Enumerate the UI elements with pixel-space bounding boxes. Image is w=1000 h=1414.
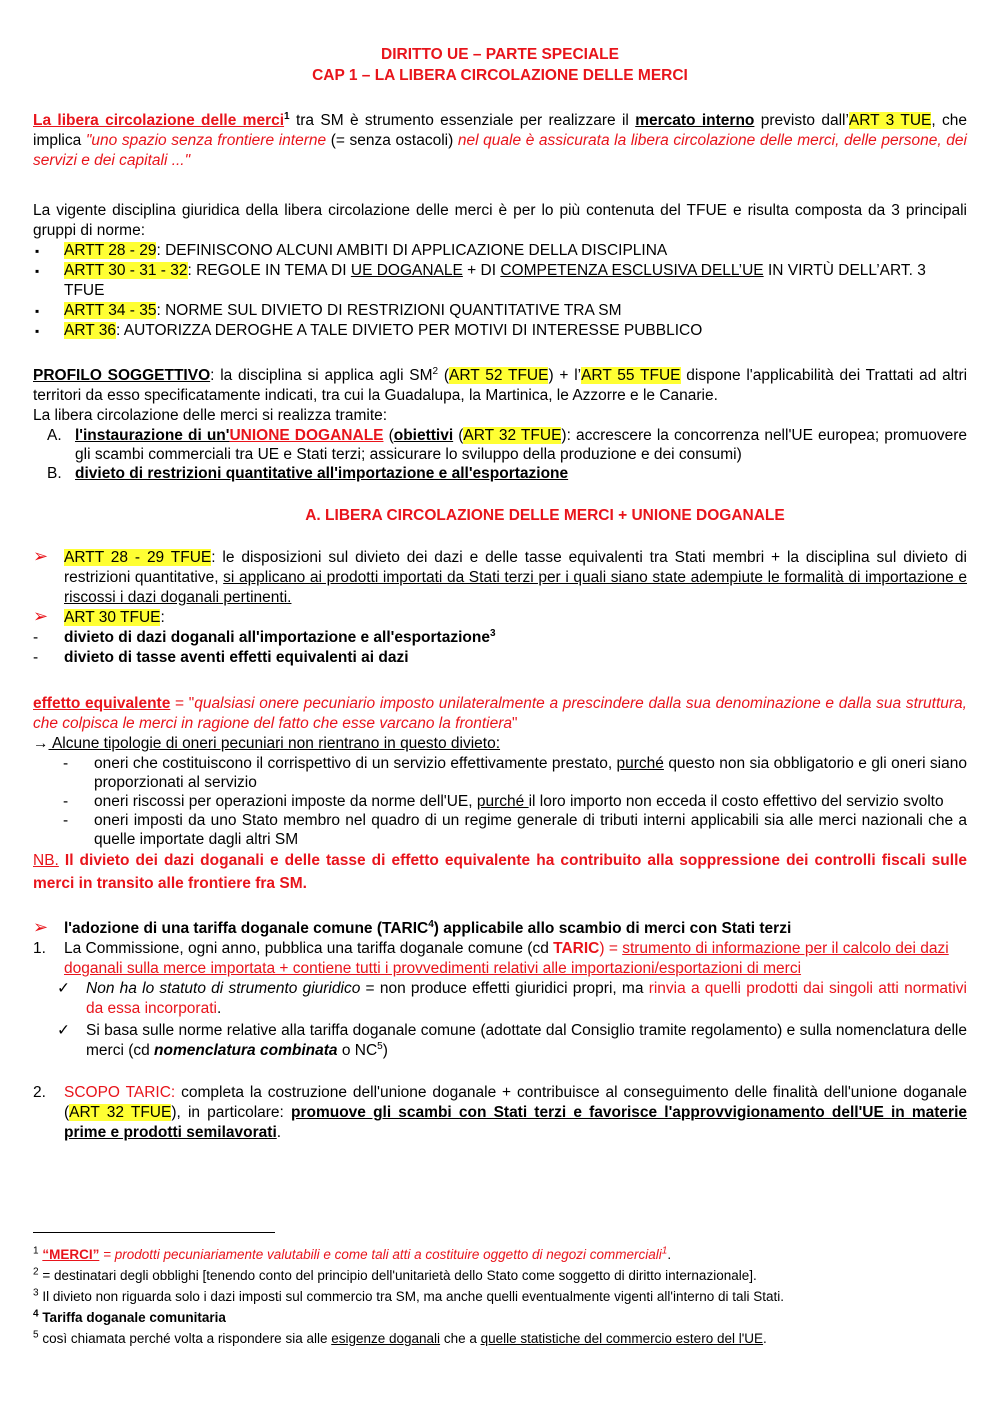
footnotes [33, 1244, 967, 1349]
intro-paragraph: La libera circolazione delle merci$^1$ tra SM è strumento essenziale per realizzare il mercato interno previsto dall’ART 3 TUE, che implica "uno spazio senza frontiere interne (= senza ostacoli) nel quale è assicurata la libera circolazione delle merci, delle persone, dei servizi e dei capitali ..." [33, 110, 967, 169]
footnote-separator [33, 1232, 275, 1233]
list-item: ▪ ARTT 28 - 29: DEFINISCONO ALCUNI AMBITI DI APPLICAZIONE DELLA DISCIPLINA [35, 242, 668, 259]
arrow-icon: ➢ [33, 546, 49, 566]
list-item: - divieto di tasse aventi effetti equivalenti ai dazi [33, 649, 409, 666]
list-item: ▪ ARTT 30 - 31 - 32: REGOLE IN TEMA DI UE DOGANALE + DI COMPETENZA ESCLUSIVA DELL’UE IN VIRTÙ DELL’ART. 3 TFUE [35, 262, 926, 299]
effetto-equivalente: effetto equivalente = "qualsiasi onere pecuniario imposto unilateralmente a prescindere dalla sua denominazione e dalla sua struttura, che colpisca le merci in ragione del fatto che esse varcano la frontiera" [33, 695, 967, 732]
arrow-icon: ➢ [33, 917, 49, 937]
check-item: ✓ Non ha lo statuto di strumento giuridico = non produce effetti giuridici propri, ma rinvia a quelli prodotti dai singoli atti normativi da essa incorporati. [57, 980, 967, 1017]
list-item: - oneri imposti da uno Stato membro nel quadro di un regime generale di tributi interni applicabili sia alle merci nazionali che a quelle importate dagli altri SM [63, 812, 967, 848]
list-item: ▪ ARTT 34 - 35: NORME SUL DIVIETO DI RESTRIZIONI QUANTITATIVE TRA SM [35, 302, 622, 319]
list-item: ▪ ART 36: AUTORIZZA DEROGHE A TALE DIVIETO PER MOTIVI DI INTERESSE PUBBLICO [35, 322, 703, 339]
page-body [33, 44, 967, 1143]
arrow-item: ➢ ARTT 28 - 29 TFUE: le disposizioni sul divieto dei dazi e delle tasse equivalenti tra Stati membri + la disciplina sul divieto di restrizioni quantitative, si applicano ai prodotti importati da Stati terzi per i quali siano state adempiute le formalità di importazione e riscossi i dazi doganali pertinenti. [33, 546, 967, 606]
taric-heading: ➢ l'adozione di una tariffa doganale comune (TARIC$^4$) applicabile allo scambio di merci con Stati terzi [33, 917, 792, 937]
check-icon: ✓ [57, 1022, 70, 1039]
list-item: - divieto di dazi doganali all'importazione e all'esportazione$^3$ [33, 627, 496, 646]
doc-subtitle: CAP 1 – LA LIBERA CIRCOLAZIONE DELLE MERCI [312, 67, 688, 84]
section-a-heading: A. LIBERA CIRCOLAZIONE DELLE MERCI + UNIONE DOGANALE [305, 507, 785, 524]
list-item: - oneri che costituiscono il corrispettivo di un servizio effettivamente prestato, purché questo non sia obbligatorio e gli oneri siano proporzionati al servizio [63, 755, 967, 791]
list-item-b: B. divieto di restrizioni quantitative all'importazione e all'esportazione [47, 465, 569, 482]
list-item: - oneri riscossi per operazioni imposte da norme dell'UE, purché il loro importo non ecceda il costo effettivo del servizio svolto [63, 793, 944, 810]
footnote-5: $^5$ così chiamata perché volta a rispondere sia alle esigenze doganali che a quelle statistiche del commercio estero del l'UE. [33, 1329, 767, 1346]
norms-list [33, 241, 967, 341]
profilo-line2: La libera circolazione delle merci si realizza tramite: [33, 407, 388, 424]
footnote-3: $^3$ Il divieto non riguarda solo i dazi imposti sul commercio tra SM, ma anche quelli eventualmente vigenti all'interno di tali Stati. [33, 1287, 785, 1304]
alcune-tipologie: → Alcune tipologie di oneri pecuniari non rientrano in questo divieto: [33, 735, 501, 752]
footnote-1: $^1$ “MERCI” = prodotti pecuniariamente valutabili e come tali atti a costituire oggetto di negozi commerciali$^1$. [33, 1245, 672, 1262]
right-arrow-icon: → [33, 735, 49, 752]
nb-note: NB. Il divieto dei dazi doganali e delle tasse di effetto equivalente ha contribuito alla soppressione dei controlli fiscali sulle merci in transito alle frontiere fra SM. [33, 852, 967, 892]
arrow-item: ➢ ART 30 TFUE: [33, 606, 165, 626]
check-item: ✓ Si basa sulle norme relative alla tariffa doganale comune (adottate dal Consiglio tramite regolamento) e sulla nomenclatura delle merci (cd nomenclatura combinata o $NC^5$) [57, 1022, 967, 1059]
profilo-paragraph: PROFILO SOGGETTIVO: la disciplina si applica agli $SM^2$ (ART 52 TFUE) + l’ART 55 TFUE dispone l'applicabilità dei Trattati ad altri territori da esso specificatamente indicati, tra cui la Guadalupa, la Martinica, le Azzorre e le Canarie. [33, 365, 968, 404]
list-item-a: A. l'instaurazione di un'UNIONE DOGANALE (obiettivi (ART 32 TFUE): accrescere la concorrenza nell'UE europea; promuovere gli scambi commerciali tra UE e Stati terzi; assicurare lo sviluppo della produzione e dei consumi) [47, 427, 967, 463]
discipline-paragraph: La vigente disciplina giuridica della libera circolazione delle merci è per lo più contenuta del TFUE e risulta composta da 3 principali gruppi di norme: [33, 202, 967, 239]
arrow-icon: ➢ [33, 606, 49, 626]
footnote-2: $^2$ = destinatari degli obblighi [tenendo conto del principio dell'unitarietà dello Stato come soggetto di diritto internazionale]. [33, 1266, 757, 1283]
doc-title: DIRITTO UE – PARTE SPECIALE [381, 46, 619, 63]
list-item-2: 2. SCOPO TARIC: completa la costruzione dell'unione doganale + contribuisce al conseguimento delle finalità dell'unione doganale (ART 32 TFUE), in particolare: promuove gli scambi con Stati terzi e favorisce l'approvvigionamento dell'UE in materie prime e prodotti semilavorati. [33, 1084, 968, 1141]
footnote-4: $^4$ Tariffa doganale comunitaria [33, 1308, 226, 1325]
list-item-1: 1. La Commissione, ogni anno, pubblica una tariffa doganale comune (cd TARIC) = strumento di informazione per il calcolo dei dazi doganali sulla merce importata + contiene tutti i provvedimenti relativi alle importazioni/esportazioni di merci [33, 940, 949, 977]
check-icon: ✓ [57, 980, 70, 997]
